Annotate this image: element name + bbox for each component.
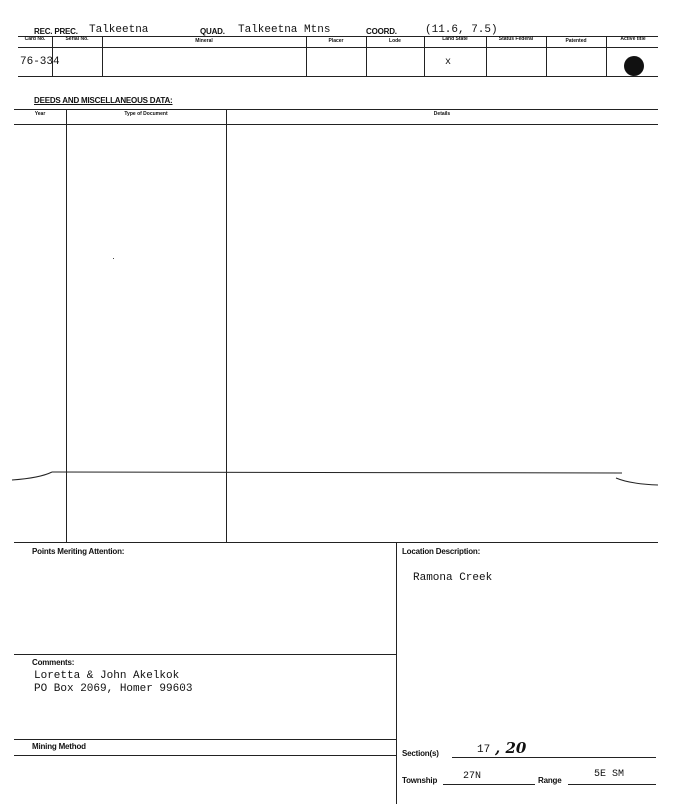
- points-label: Points Meriting Attention:: [32, 547, 125, 556]
- range-line: [568, 784, 656, 785]
- row-card-no: 76-334: [20, 56, 60, 68]
- col-placer: Placer: [328, 38, 344, 44]
- page-fold-line: [10, 466, 660, 496]
- coord-value: (11.6, 7.5): [425, 24, 498, 36]
- comments-line-1: Loretta & John Akelkok: [34, 670, 180, 682]
- comments-top-rule: [14, 654, 396, 655]
- range-label: Range: [538, 776, 562, 785]
- comments-line-2: PO Box 2069, Homer 99603: [34, 683, 193, 695]
- deeds-heading: DEEDS AND MISCELLANEOUS DATA:: [34, 96, 173, 105]
- sections-label: Section(s): [402, 749, 439, 758]
- col-year: Year: [34, 111, 46, 117]
- quad-value: Talkeetna Mtns: [238, 24, 331, 36]
- col-card-no: Card No.: [24, 36, 46, 42]
- col-active-title: Active title: [620, 36, 646, 42]
- active-title-filled-circle: [624, 56, 644, 76]
- col-status-federal: Status Federal: [498, 36, 534, 42]
- sections-typed-value: 17: [477, 744, 491, 756]
- sections-handwritten-value: , 20: [495, 739, 527, 757]
- range-value: 5E SM: [594, 769, 625, 780]
- col-serial-no: Serial No.: [65, 36, 89, 42]
- deeds-bottom-rule: [14, 542, 658, 543]
- comments-label: Comments:: [32, 658, 75, 667]
- land-state-mark: x: [445, 57, 452, 68]
- mining-method-label: Mining Method: [32, 742, 86, 751]
- lower-vertical-divider: [396, 542, 397, 804]
- claim-table: [18, 37, 658, 77]
- deeds-top-rule: [14, 109, 658, 110]
- col-type-of-document: Type of Document: [124, 111, 168, 117]
- township-label: Township: [402, 776, 438, 785]
- deeds-header-rule: [14, 124, 658, 125]
- location-label: Location Description:: [402, 547, 481, 556]
- township-value: 27N: [463, 771, 482, 782]
- coord-label: COORD.: [366, 27, 397, 36]
- mining-method-top-rule: [14, 739, 396, 740]
- col-mineral: Mineral: [195, 38, 213, 44]
- col-patented: Patented: [565, 38, 587, 44]
- col-lode: Lode: [389, 38, 401, 44]
- township-line: [443, 784, 535, 785]
- mining-method-rule: [14, 755, 396, 756]
- sections-line: [452, 757, 656, 758]
- rec-prec-value: Talkeetna: [89, 24, 149, 36]
- rec-prec-label: REC. PREC.: [34, 27, 78, 36]
- col-details: Details: [433, 111, 451, 117]
- col-land-state: Land State: [442, 36, 468, 42]
- location-value: Ramona Creek: [413, 572, 493, 584]
- quad-label: QUAD.: [200, 27, 225, 36]
